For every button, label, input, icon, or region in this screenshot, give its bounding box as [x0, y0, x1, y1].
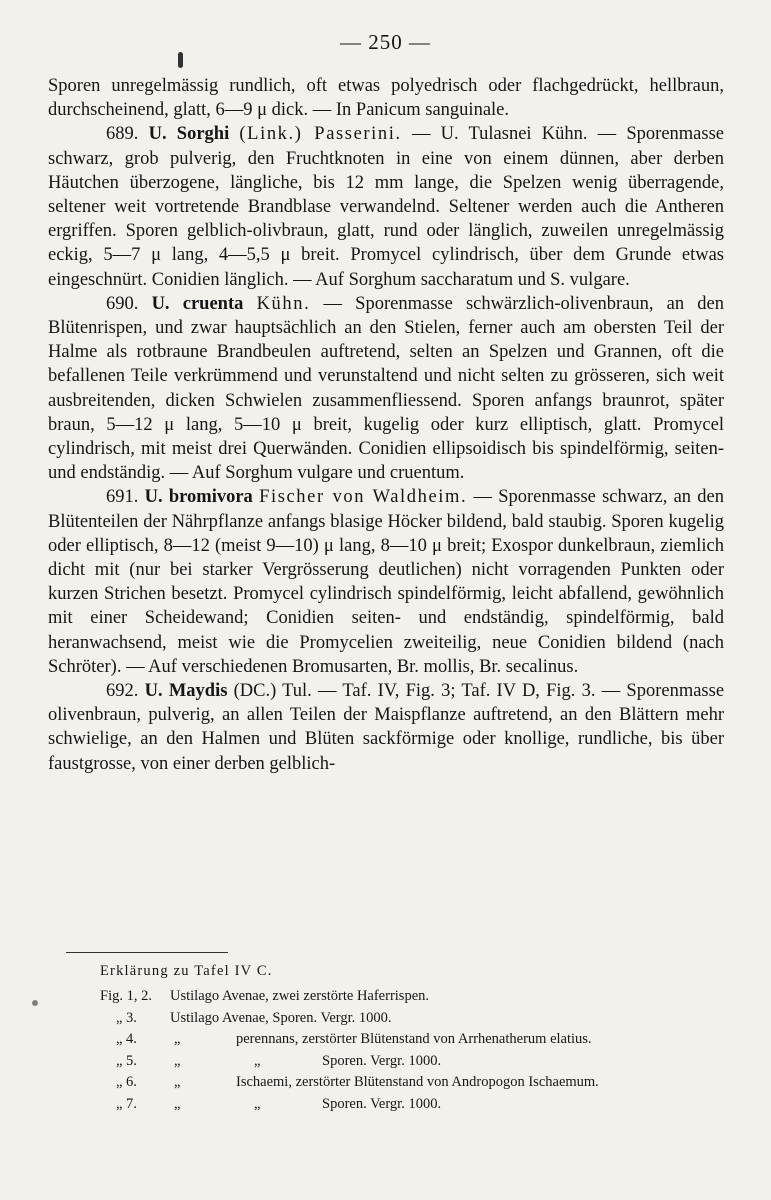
species-author: Kühn.: [256, 293, 311, 314]
legend-text: Ustilago Avenae, zwei zerstörte Haferrispen.: [170, 988, 430, 1004]
entry-description: — Sporenmasse schwärzlich-olivenbraun, an den Blütenrispen, und zwar hauptsächlich an den Stielen, ferner auch am obersten Teil der Halme als rotbraune Brandbeulen auftretend, selten an Spelzen und Grannen, oft die befallenen Teile verkrümmend und verunstaltend und nicht selten zu grösseren, sich weit ausbreitenden, dicken Schwielen zusammenfliessend. Sporen anfangs braunrot, später braun, 5—12 μ lang, 5—10 μ breit, kugelig oder kurz elliptisch, glatt. Promycel cylindrisch, mit meist drei Querwänden. Conidien ellipsoidisch bis spindelförmig, seiten- und endständig. — Auf Sorghum vulgare und cruentum.: [48, 293, 725, 484]
entry-689: [48, 122, 724, 291]
entry-number: 691.: [106, 487, 139, 508]
entry-692: [48, 679, 724, 776]
legend-row: [100, 1051, 730, 1073]
figure-legend: [100, 986, 730, 1116]
species-author: (DC.) Tul.: [233, 681, 312, 702]
legend-fig-label: „ 4.: [116, 1031, 137, 1048]
page-number: — 250 —: [340, 30, 431, 54]
ditto-mark: „: [254, 1052, 261, 1069]
legend-text: Ustilago Avenae, Sporen. Vergr. 1000.: [170, 1009, 392, 1026]
entry-691: [48, 485, 724, 679]
legend-text: Sporen. Vergr. 1000.: [322, 1052, 442, 1069]
paragraph-continuation: Sporen unregelmässig rundlich, oft etwas polyedrisch oder flachgedrückt, hellbraun, durchscheinend, glatt, 6—9 μ dick. — In Panicum sanguinale.: [48, 76, 724, 121]
legend-row: [100, 1072, 730, 1094]
legend-row: [100, 1029, 730, 1051]
entry-number: 692.: [106, 681, 139, 702]
species-name: cruenta: [182, 293, 244, 314]
entry-description: — Taf. IV, Fig. 3; Taf. IV D, Fig. 3. — Sporenmasse olivenbraun, pulverig, an allen Teilen der Maispflanze auftretend, an den Blättern mehr schwielige, an den Halmen und Blüten sackförmige oder knollige, rundliche, bis über faustgrosse, von einer derben gelblich-: [48, 681, 725, 774]
ditto-mark: „: [174, 1031, 181, 1048]
ink-speck: [32, 1000, 38, 1006]
legend-row: [100, 1008, 730, 1030]
species-name: Maydis: [168, 681, 228, 702]
genus-abbrev: U.: [144, 681, 163, 702]
legend-row: [100, 1094, 730, 1116]
legend-fig-label: „ 5.: [116, 1052, 137, 1069]
footnote-title: Erklärung zu Tafel IV C.: [100, 963, 273, 979]
legend-row: [100, 986, 730, 1008]
ditto-mark: „: [254, 1095, 261, 1112]
legend-text: Sporen. Vergr. 1000.: [322, 1095, 442, 1112]
species-author: (Link.) Passerini.: [239, 124, 402, 145]
entry-description: — U. Tulasnei Kühn. — Sporenmasse schwarz, grob pulverig, den Fruchtknoten in eine von einem dünnen, aber derben Häutchen überzogene, längliche, bis 12 mm lange, die Spelzen wenig überragende, seltener weit vortretende Brandblase verwandelnd. Seltener werden auch die Antheren ergriffen. Sporen gelblich-olivbraun, glatt, rund oder länglich, zuweilen unregelmässig eckig, 5—7 μ lang, 4—5,5 μ breit. Promycel cylindrisch, über dem Grunde etwas eingeschnürt. Conidien länglich. — Auf Sorghum saccharatum und S. vulgare.: [48, 124, 724, 290]
genus-abbrev: U.: [148, 124, 167, 145]
legend-fig-label: „ 3.: [116, 1009, 137, 1026]
entry-number: 690.: [106, 293, 139, 314]
legend-fig-label: „ 7.: [116, 1095, 137, 1112]
ditto-mark: „: [174, 1074, 181, 1091]
species-author: Fischer von Waldheim.: [259, 487, 468, 508]
species-name: Sorghi: [176, 124, 230, 145]
entry-690: [48, 292, 724, 486]
main-text: [48, 74, 724, 776]
entry-number: 689.: [106, 124, 139, 145]
legend-text: Ischaemi, zerstörter Blütenstand von Andropogon Ischaemum.: [236, 1074, 599, 1091]
footnote-divider: [66, 952, 228, 953]
species-name: bromivora: [168, 487, 253, 508]
ditto-mark: „: [174, 1095, 181, 1112]
entry-description: — Sporenmasse schwarz, an den Blütenteilen der Nährpflanze anfangs blasige Höcker bildend, bald staubig. Sporen kugelig oder elliptisch, 8—12 (meist 9—10) μ lang, 8—10 μ breit; Exospor dunkelbraun, ziemlich dicht mit (nur bei starker Vergrösserung deutlichen) nicht vorragenden Punkten oder kurzen Strichen besetzt. Promycel cylindrisch spindelförmig, leicht abfallend, gewöhnlich mit einer Scheidewand; Conidien seiten- und endständig, spindelförmig, bald heranwachsend, meist wie die Promycelien zweiteilig, neue Conidien bildend (nach Schröter). — Auf verschiedenen Bromusarten, Br. mollis, Br. secalinus.: [48, 487, 724, 677]
genus-abbrev: U.: [151, 293, 170, 314]
legend-fig-label: „ 6.: [116, 1074, 137, 1091]
ditto-mark: „: [174, 1052, 181, 1069]
legend-text: perennans, zerstörter Blütenstand von Arrhenatherum elatius.: [236, 1031, 592, 1048]
genus-abbrev: U.: [144, 487, 163, 508]
legend-fig-label: Fig. 1, 2.: [100, 988, 152, 1004]
